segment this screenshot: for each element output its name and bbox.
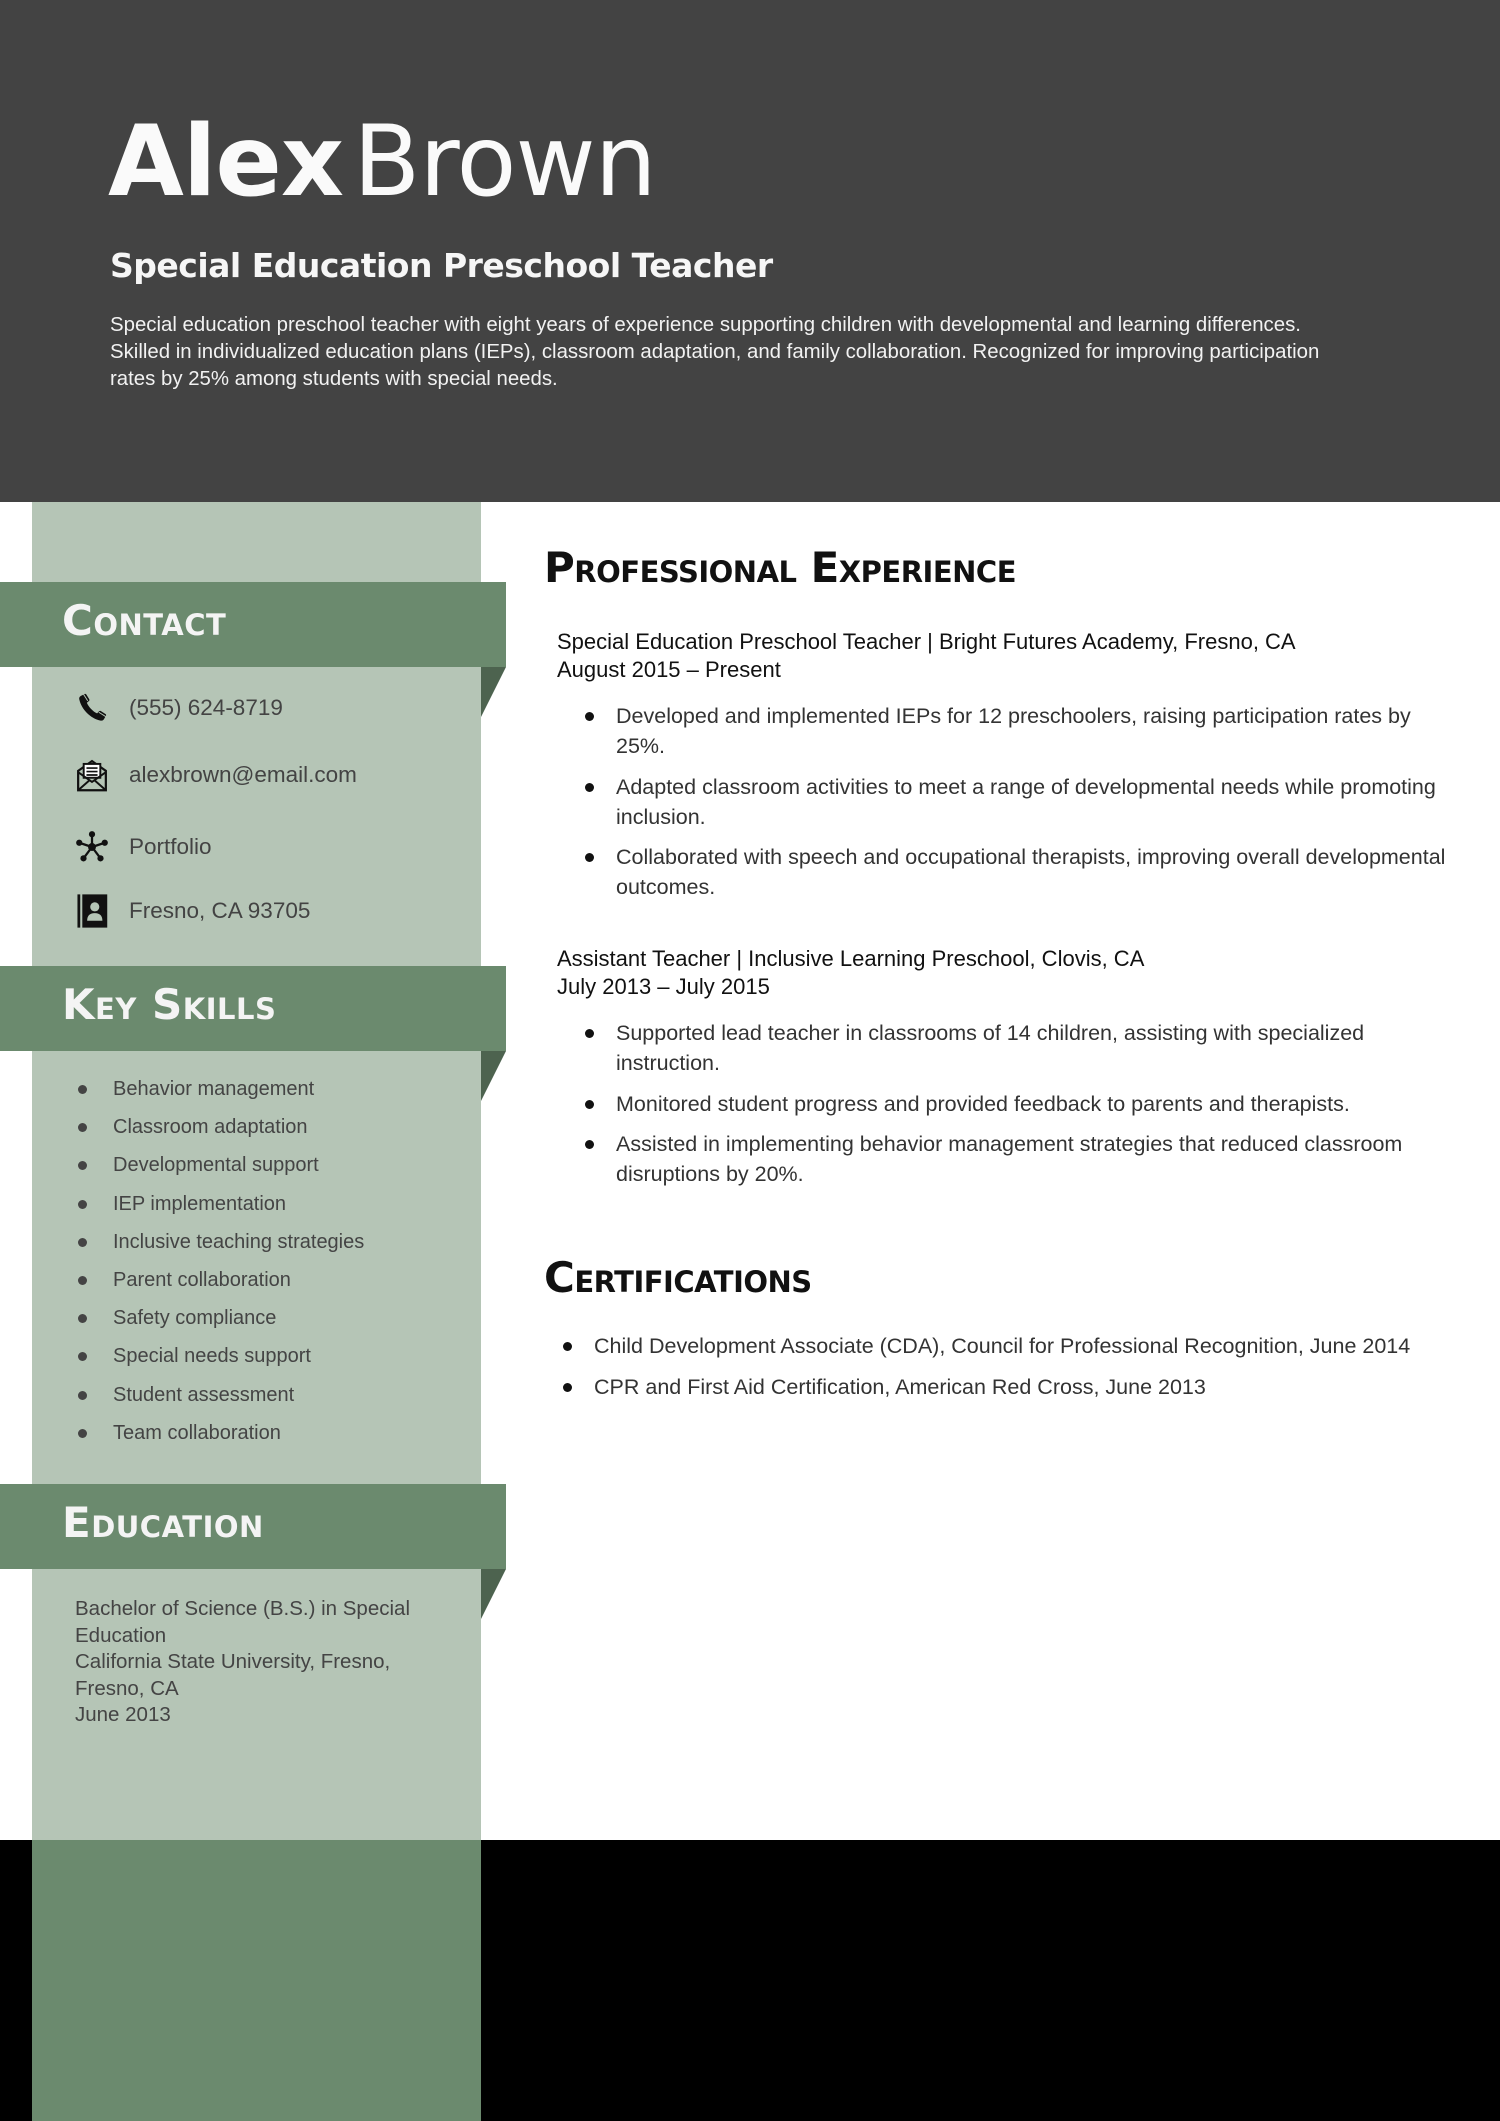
contact-location	[74, 893, 311, 929]
band-fold-decoration	[481, 1051, 506, 1101]
contact-portfolio	[74, 829, 212, 865]
job-title-line: Special Education Preschool Teacher | Bright Futures Academy, Fresno, CA	[557, 629, 1296, 654]
last-name: Brown	[353, 105, 656, 219]
contact-section-band	[0, 582, 506, 667]
professional-summary: Special education preschool teacher with eight years of experience supporting children with developmental and learning differences. Skilled in individualized education plans (IEPs), classroom adaptation, and family collaboration. Recognized for improving participation rates by 25% among students with special needs.	[110, 314, 1320, 390]
job-title: Special Education Preschool Teacher	[110, 246, 773, 285]
job-bullet: Assisted in implementing behavior management strategies that reduced classroom disruptions by 20%.	[557, 1129, 1457, 1189]
education-heading: Education	[62, 1498, 264, 1547]
experience-heading: Professional Experience	[544, 543, 1017, 592]
phone-number[interactable]: (555) 624-8719	[129, 695, 283, 720]
portfolio-link[interactable]: Portfolio	[129, 834, 212, 859]
skill-item: Classroom adaptation	[72, 1114, 364, 1152]
skill-item: Safety compliance	[72, 1305, 364, 1343]
job-entry	[557, 628, 1457, 913]
school: California State University, Fresno, Fresno, CA	[75, 1650, 391, 1700]
network-icon	[74, 829, 110, 865]
skill-item: Inclusive teaching strategies	[72, 1229, 364, 1267]
skill-item: Special needs support	[72, 1343, 364, 1381]
education-entry	[75, 1596, 455, 1729]
skill-item: Developmental support	[72, 1152, 364, 1190]
job-dates: August 2015 – Present	[557, 657, 781, 682]
job-dates: July 2013 – July 2015	[557, 974, 770, 999]
education-section-band	[0, 1484, 506, 1569]
job-bullet: Supported lead teacher in classrooms of 14 children, assisting with specialized instruction.	[557, 1018, 1457, 1078]
job-bullet: Collaborated with speech and occupational therapists, improving overall developmental outcomes.	[557, 842, 1457, 902]
skills-heading: Key Skills	[62, 980, 277, 1029]
band-fold-decoration	[481, 1569, 506, 1619]
job-title-line: Assistant Teacher | Inclusive Learning Preschool, Clovis, CA	[557, 946, 1145, 971]
certification-item: CPR and First Aid Certification, American Red Cross, June 2013	[557, 1372, 1457, 1402]
skills-section-band	[0, 966, 506, 1051]
contact-book-icon	[74, 893, 110, 929]
certifications-heading: Certifications	[544, 1253, 812, 1302]
job-bullets	[557, 1018, 1457, 1189]
envelope-icon	[74, 757, 110, 793]
job-entry	[557, 945, 1457, 1200]
skill-item: Student assessment	[72, 1382, 364, 1420]
contact-phone	[74, 690, 283, 726]
skill-item: IEP implementation	[72, 1191, 364, 1229]
candidate-name	[108, 104, 656, 222]
contact-heading: Contact	[62, 596, 227, 645]
phone-icon	[74, 690, 110, 726]
job-bullet: Monitored student progress and provided feedback to parents and therapists.	[557, 1089, 1457, 1119]
email-address[interactable]: alexbrown@email.com	[129, 762, 357, 787]
job-bullet: Developed and implemented IEPs for 12 preschoolers, raising participation rates by 25%.	[557, 701, 1457, 761]
skill-item: Team collaboration	[72, 1420, 364, 1458]
location: Fresno, CA 93705	[129, 898, 311, 923]
skills-list	[72, 1076, 364, 1458]
degree: Bachelor of Science (B.S.) in Special Education	[75, 1597, 410, 1647]
contact-email	[74, 757, 357, 793]
band-fold-decoration	[481, 667, 506, 717]
first-name: Alex	[108, 105, 344, 219]
job-bullets	[557, 701, 1457, 902]
skill-item: Parent collaboration	[72, 1267, 364, 1305]
sidebar-footer-block	[32, 1840, 481, 2121]
certifications-list	[557, 1331, 1457, 1412]
job-bullet: Adapted classroom activities to meet a range of developmental needs while promoting inclusion.	[557, 772, 1457, 832]
resume-header	[0, 0, 1500, 502]
graduation-date: June 2013	[75, 1703, 171, 1726]
skill-item: Behavior management	[72, 1076, 364, 1114]
certification-item: Child Development Associate (CDA), Council for Professional Recognition, June 2014	[557, 1331, 1457, 1361]
